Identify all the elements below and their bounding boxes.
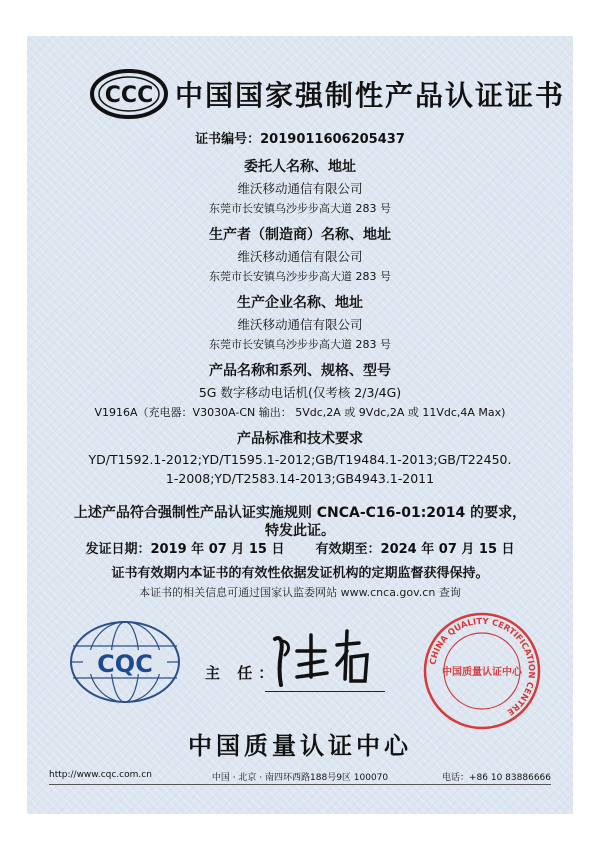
issue-date-label: 发证日期： bbox=[85, 542, 151, 557]
ccc-logo-icon bbox=[89, 68, 169, 120]
footer bbox=[49, 770, 551, 784]
signature-line bbox=[265, 691, 385, 692]
factory-name: 维沃移动通信有限公司 bbox=[237, 317, 363, 332]
validity-note: 证书有效期内本证书的有效性依据发证机构的定期监督获得保持。 bbox=[111, 566, 489, 581]
factory-address: 东莞市长安镇乌沙步步高大道 283 号 bbox=[209, 338, 391, 351]
standards-line-1: YD/T1592.1-2012;YD/T1595.1-2012;GB/T19484.1-2013;GB/T22450. bbox=[88, 452, 512, 467]
svg-text:CHINA QUALITY CERTIFICATION CE: CHINA QUALITY CERTIFICATION CENTRE bbox=[428, 616, 537, 717]
footer-address: 中国 · 北京 · 南四环西路188号9区 100070 bbox=[211, 773, 389, 783]
organization-name: 中国质量认证中心 bbox=[188, 732, 412, 760]
manufacturer-name: 维沃移动通信有限公司 bbox=[237, 249, 363, 264]
standards-heading: 产品标准和技术要求 bbox=[237, 431, 363, 447]
svg-text:CQC: CQC bbox=[97, 650, 153, 678]
director-label: 主 任： bbox=[205, 664, 280, 682]
certificate-page bbox=[27, 36, 573, 814]
certificate-number-value: 2019011606205437 bbox=[260, 132, 405, 147]
certificate-number-label: 证书编号： bbox=[195, 132, 261, 147]
standards-line-2: 1-2008;YD/T2583.14-2013;GB4943.1-2011 bbox=[165, 471, 435, 486]
manufacturer-heading: 生产者（制造商）名称、地址 bbox=[209, 227, 391, 243]
certificate-number bbox=[27, 128, 573, 147]
dates-row bbox=[27, 538, 573, 557]
cqc-logo-icon bbox=[65, 616, 185, 708]
certificate-title: 中国国家强制性产品认证证书 bbox=[175, 79, 566, 112]
issue-date-value: 2019 年 07 月 15 日 bbox=[150, 542, 285, 557]
manufacturer-address: 东莞市长安镇乌沙步步高大道 283 号 bbox=[209, 270, 391, 283]
website-note: 本证书的相关信息可通过国家认监委网站 www.cnca.gov.cn 查询 bbox=[139, 586, 461, 599]
footer-divider bbox=[49, 784, 551, 785]
expiry-date-value: 2024 年 07 月 15 日 bbox=[380, 542, 515, 557]
product-name: 5G 数字移动电话机(仅考核 2/3/4G) bbox=[198, 385, 402, 400]
expiry-date-label: 有效期至： bbox=[315, 542, 381, 557]
product-model: V1916A（充电器：V3030A-CN 输出： 5Vdc,2A 或 9Vdc,2A 或 11Vdc,4A Max) bbox=[94, 406, 506, 419]
client-name: 维沃移动通信有限公司 bbox=[237, 181, 363, 196]
footer-phone: 电话：+86 10 83886666 bbox=[442, 773, 551, 783]
svg-text:中国质量认证中心: 中国质量认证中心 bbox=[442, 667, 522, 678]
director-signature bbox=[267, 621, 382, 693]
certification-seal bbox=[422, 611, 542, 731]
conformity-statement-line-1: 上述产品符合强制性产品认证实施规则 CNCA-C16-01:2014 的要求， bbox=[73, 505, 527, 521]
footer-url[interactable]: http://www.cqc.com.cn bbox=[49, 770, 152, 780]
svg-text:CCC: CCC bbox=[104, 83, 154, 108]
client-address: 东莞市长安镇乌沙步步高大道 283 号 bbox=[209, 202, 391, 215]
factory-heading: 生产企业名称、地址 bbox=[237, 295, 363, 311]
product-heading: 产品名称和系列、规格、型号 bbox=[209, 363, 391, 379]
client-heading: 委托人名称、地址 bbox=[244, 159, 356, 175]
conformity-statement-line-2: 特发此证。 bbox=[265, 523, 335, 539]
